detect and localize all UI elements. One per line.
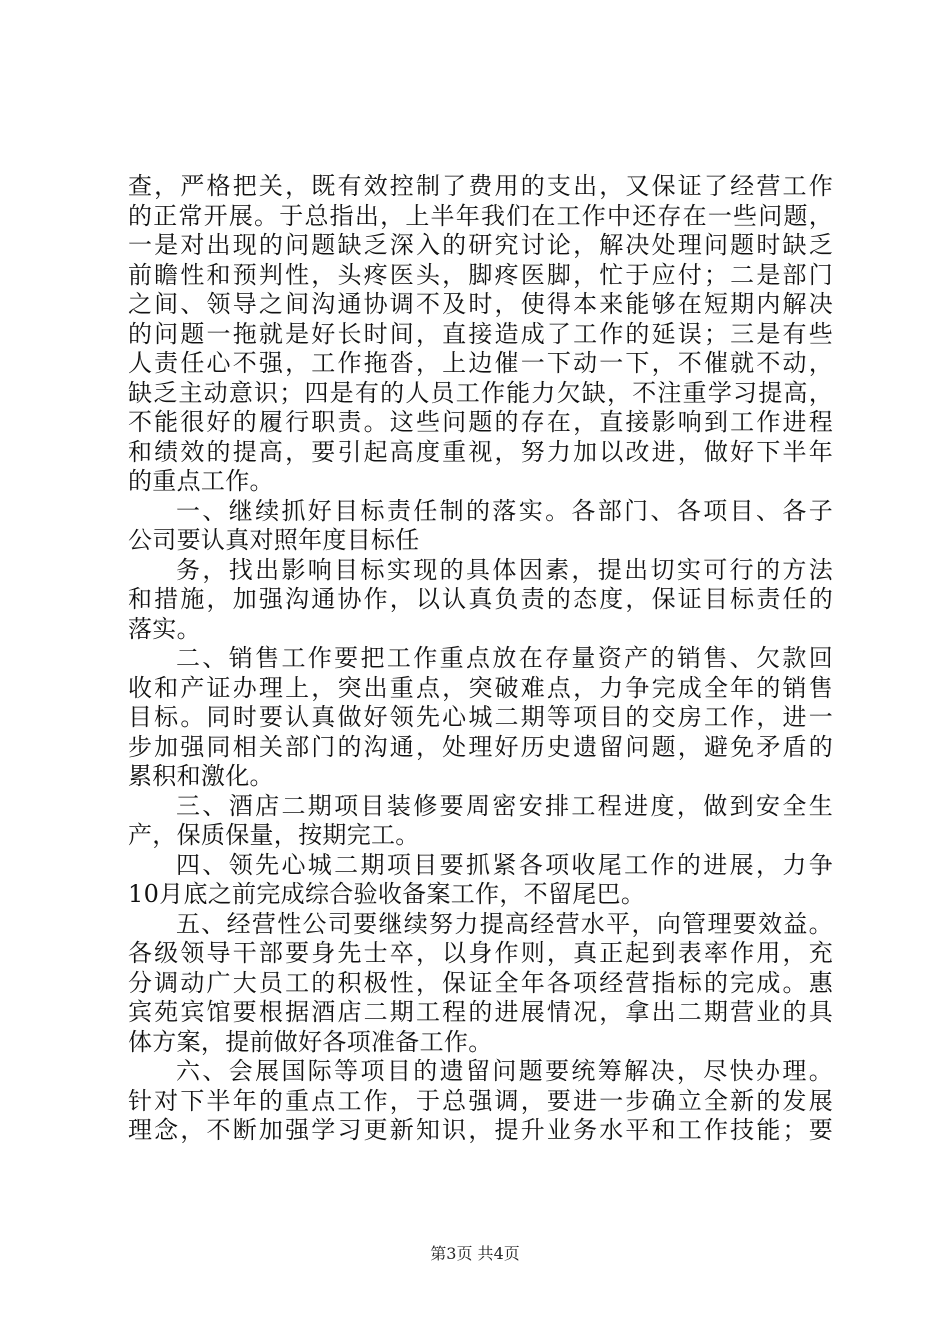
text-line: 产，保质保量，按期完工。 xyxy=(128,821,420,849)
footer-total-pages: 4 xyxy=(493,1244,504,1263)
text-line: 前瞻性和预判性，头疼医头，脚疼医脚，忙于应付；二是部门 xyxy=(128,260,833,289)
text-line: 目标。同时要认真做好领先心城二期等项目的交房工作，进一 xyxy=(128,703,833,731)
text-line: 务，找出影响目标实现的具体因素，提出切实可行的方法 xyxy=(176,555,833,584)
text-line: 缺乏主动意识；四是有的人员工作能力欠缺，不注重学习提高， xyxy=(128,378,833,407)
text-line: 查，严格把关，既有效控制了费用的支出，又保证了经营工作 xyxy=(128,172,833,200)
text-line: 人责任心不强，工作拖沓，上边催一下动一下，不催就不动， xyxy=(128,349,833,377)
footer-page-number: 3 xyxy=(446,1244,457,1263)
text-line: 二、销售工作要把工作重点放在存量资产的销售、欠款回 xyxy=(176,644,833,672)
text-line: 累积和激化。 xyxy=(128,762,274,790)
footer-page-suffix: 页 xyxy=(456,1244,473,1263)
text-line: 步加强同相关部门的沟通，处理好历史遗留问题，避免矛盾的 xyxy=(128,732,833,761)
text-line: 针对下半年的重点工作，于总强调，要进一步确立全新的发展 xyxy=(128,1086,833,1115)
body-text xyxy=(128,172,833,1146)
text-line: 之间、领导之间沟通协调不及时，使得本来能够在短期内解决 xyxy=(128,290,833,318)
page-footer xyxy=(0,1243,950,1265)
text-line: 一是对出现的问题缺乏深入的研究讨论，解决处理问题时缺乏 xyxy=(128,231,833,259)
footer-total-suffix: 页 xyxy=(503,1244,520,1263)
text-line: 四、领先心城二期项目要抓紧各项收尾工作的进展，力争 xyxy=(176,850,833,879)
text-line: 五、经营性公司要继续努力提高经营水平，向管理要效益。 xyxy=(176,909,833,938)
text-line: 三、酒店二期项目装修要周密安排工程进度，做到安全生 xyxy=(176,791,833,820)
text-line: 和措施，加强沟通协作，以认真负责的态度，保证目标责任的 xyxy=(128,585,833,613)
footer-total-prefix: 共 xyxy=(477,1244,494,1263)
text-line: 各级领导干部要身先士卒，以身作则，真正起到表率作用，充 xyxy=(128,939,833,967)
text-line: 宾苑宾馆要根据酒店二期工程的进展情况，拿出二期营业的具 xyxy=(128,998,833,1026)
text-line: 体方案，提前做好各项准备工作。 xyxy=(128,1027,493,1056)
text-line: 一、继续抓好目标责任制的落实。各部门、各项目、各子 xyxy=(176,496,833,525)
footer-page-prefix: 第 xyxy=(430,1244,447,1263)
text-line: 收和产证办理上，突出重点，突破难点，力争完成全年的销售 xyxy=(128,673,833,702)
text-line: 10月底之前完成综合验收备案工作，不留尾巴。 xyxy=(128,880,646,908)
text-line: 不能很好的履行职责。这些问题的存在，直接影响到工作进程 xyxy=(128,408,833,436)
text-line: 分调动广大员工的积极性，保证全年各项经营指标的完成。惠 xyxy=(128,968,833,997)
text-line: 和绩效的提高，要引起高度重视，努力加以改进，做好下半年 xyxy=(128,437,833,466)
text-line: 的正常开展。于总指出，上半年我们在工作中还存在一些问题， xyxy=(128,201,833,230)
text-line: 理念，不断加强学习更新知识，提升业务水平和工作技能；要 xyxy=(128,1116,833,1144)
text-line: 公司要认真对照年度目标任 xyxy=(128,526,420,554)
text-line: 的问题一拖就是好长时间，直接造成了工作的延误；三是有些 xyxy=(128,319,833,348)
text-line: 的重点工作。 xyxy=(128,467,274,495)
text-line: 落实。 xyxy=(128,614,201,643)
text-line: 六、会展国际等项目的遗留问题要统筹解决，尽快办理。 xyxy=(176,1057,833,1085)
